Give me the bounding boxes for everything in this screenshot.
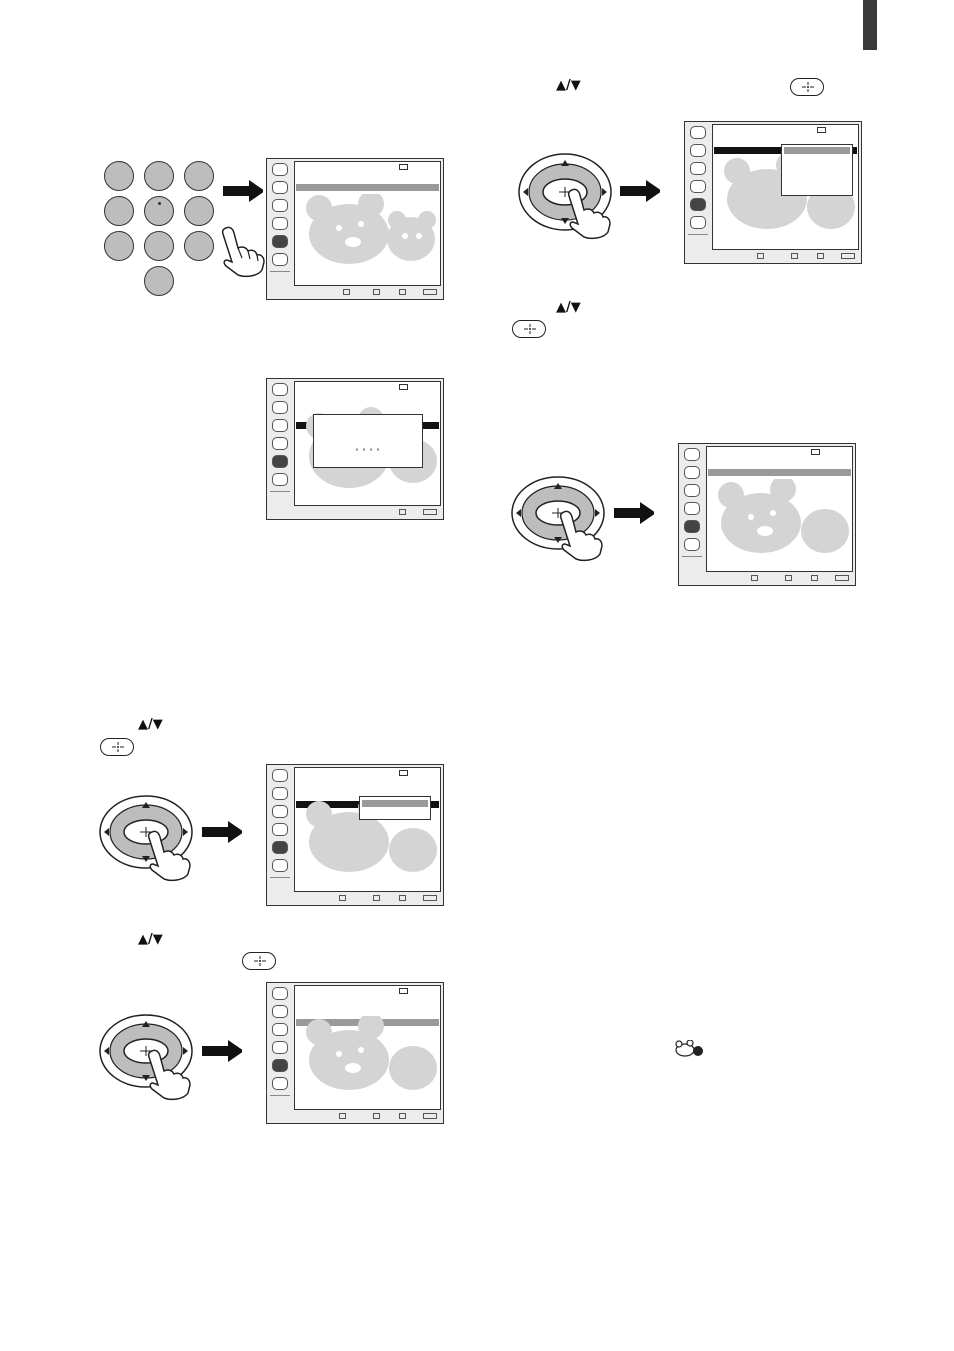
tv-menu-screen-5 bbox=[266, 764, 444, 906]
page-edge-marker bbox=[863, 0, 877, 50]
key-9 bbox=[184, 231, 214, 261]
menu-icon-column bbox=[269, 161, 291, 288]
pressing-hand-icon bbox=[146, 830, 196, 884]
pressing-hand-icon bbox=[558, 510, 608, 564]
up-down-arrow-label: ▲/▼ bbox=[138, 717, 163, 732]
progress-popup bbox=[313, 414, 423, 468]
key-3 bbox=[184, 161, 214, 191]
bear-menu-icon bbox=[272, 235, 288, 248]
up-down-arrow-label: ▲/▼ bbox=[556, 78, 581, 93]
option-list-popup bbox=[781, 144, 853, 196]
right-arrow-icon bbox=[620, 180, 660, 202]
tv-menu-screen-3 bbox=[684, 121, 862, 264]
bear-menu-icon bbox=[674, 1040, 704, 1058]
key-5 bbox=[144, 196, 174, 226]
enter-button-icon bbox=[512, 320, 546, 338]
tv-menu-screen-1 bbox=[266, 158, 444, 300]
key-8 bbox=[144, 231, 174, 261]
right-arrow-icon bbox=[202, 1040, 242, 1062]
right-arrow-icon bbox=[223, 180, 263, 202]
up-down-arrow-label: ▲/▼ bbox=[138, 932, 163, 947]
option-list-popup bbox=[359, 796, 431, 820]
key-7 bbox=[104, 231, 134, 261]
right-arrow-icon bbox=[202, 821, 242, 843]
key-0 bbox=[144, 266, 174, 296]
pressing-hand-icon bbox=[218, 226, 268, 278]
pressing-hand-icon bbox=[566, 188, 616, 242]
right-arrow-icon bbox=[614, 502, 654, 524]
key-6 bbox=[184, 196, 214, 226]
key-2 bbox=[144, 161, 174, 191]
enter-button-icon bbox=[790, 78, 824, 96]
highlight-bar bbox=[296, 184, 439, 191]
tv-menu-screen-4 bbox=[678, 443, 856, 586]
key-4 bbox=[104, 196, 134, 226]
enter-button-icon bbox=[242, 952, 276, 970]
up-down-arrow-label: ▲/▼ bbox=[556, 300, 581, 315]
pressing-hand-icon bbox=[146, 1049, 196, 1103]
tv-menu-screen-6 bbox=[266, 982, 444, 1124]
enter-button-icon bbox=[100, 738, 134, 756]
key-1 bbox=[104, 161, 134, 191]
wait-indicator: ▪ ▪ ▪ ▪ bbox=[355, 445, 381, 454]
bear-watermark bbox=[301, 194, 441, 274]
tv-menu-screen-2 bbox=[266, 378, 444, 520]
